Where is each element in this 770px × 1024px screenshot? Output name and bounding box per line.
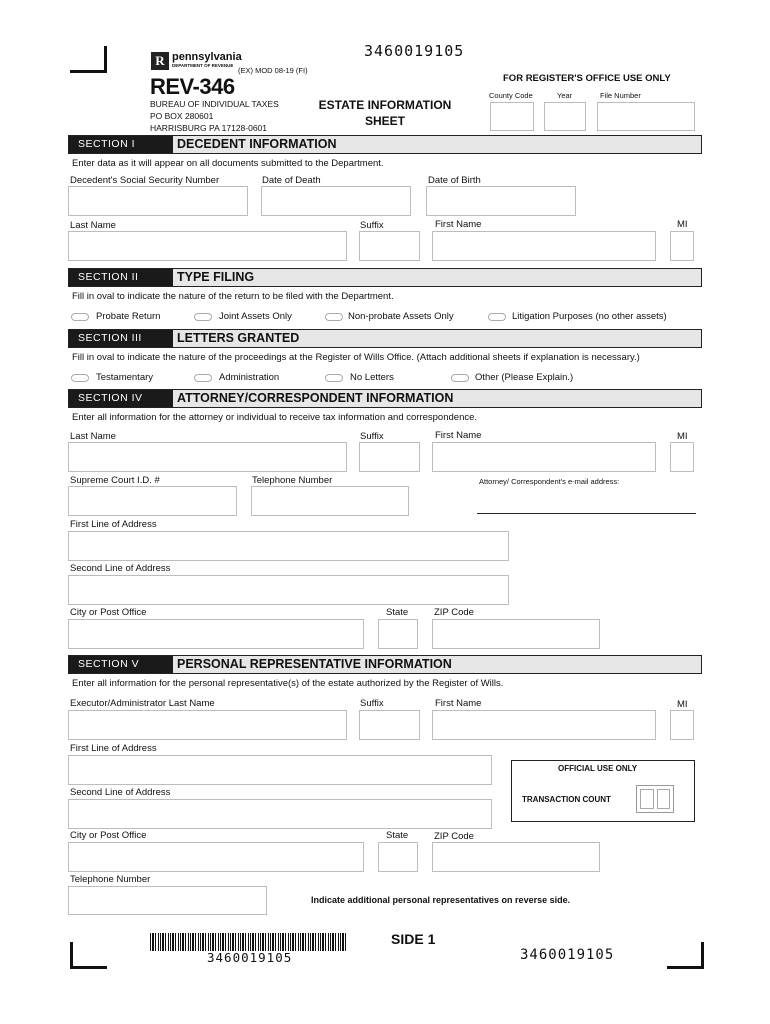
pa-logo: R — [151, 52, 169, 70]
rep-phone-label: Telephone Number — [70, 874, 151, 885]
rep-phone-field[interactable] — [68, 886, 267, 915]
attorney-state-label: State — [386, 607, 409, 618]
attorney-city-field[interactable] — [68, 619, 364, 649]
section-3-header — [68, 329, 702, 348]
attorney-last-label: Last Name — [70, 431, 116, 442]
form-id: REV-346 — [150, 74, 235, 99]
barcode-number: 3460019105 — [207, 950, 293, 965]
attorney-zip-label: ZIP Code — [434, 607, 474, 618]
county-code-field[interactable] — [490, 102, 534, 131]
attorney-first-field[interactable] — [432, 442, 656, 472]
section-2-title: TYPE FILING — [177, 270, 255, 284]
rep-last-field[interactable] — [68, 710, 347, 740]
bureau: BUREAU OF INDIVIDUAL TAXES — [150, 99, 279, 109]
transaction-count-label: TRANSACTION COUNT — [522, 795, 611, 804]
form-code-top: 3460019105 — [364, 42, 465, 60]
attorney-addr1-label: First Line of Address — [70, 519, 157, 530]
rep-zip-field[interactable] — [432, 842, 600, 872]
attorney-phone-label: Telephone Number — [252, 475, 333, 486]
attorney-suffix-field[interactable] — [359, 442, 420, 472]
rep-state-field[interactable] — [378, 842, 418, 872]
section-3-instruction: Fill in oval to indicate the nature of the proceedings at the Register of Wills Office. (Attach additional sheets if explanation is necessary.) — [72, 352, 640, 363]
section-2-number: SECTION II — [69, 269, 173, 286]
joint-assets-oval[interactable] — [194, 313, 212, 321]
attorney-email-line[interactable] — [477, 513, 696, 514]
attorney-addr1-field[interactable] — [68, 531, 509, 561]
form-title-1: ESTATE INFORMATION — [318, 98, 452, 112]
section-5-instruction: Enter all information for the personal representative(s) of the estate authorized by the Register of Wills. — [72, 678, 504, 689]
county-code-label: County Code — [489, 91, 533, 100]
section-1-header — [68, 135, 702, 154]
section-2-instruction: Fill in oval to indicate the nature of the return to be filed with the Department. — [72, 291, 394, 302]
registers-use-label: FOR REGISTER'S OFFICE USE ONLY — [503, 73, 671, 84]
rep-addr1-field[interactable] — [68, 755, 492, 785]
pa-dept: DEPARTMENT OF REVENUE — [172, 63, 234, 68]
probate-return-oval[interactable] — [71, 313, 89, 321]
form-mod: (EX) MOD 08-19 (FI) — [238, 66, 308, 75]
administration-oval[interactable] — [194, 374, 212, 382]
decedent-mi-label: MI — [677, 219, 688, 230]
death-label: Date of Death — [262, 175, 321, 186]
rep-first-field[interactable] — [432, 710, 656, 740]
non-probate-oval[interactable] — [325, 313, 343, 321]
city-address: HARRISBURG PA 17128-0601 — [150, 123, 268, 133]
section-3-number: SECTION III — [69, 330, 173, 347]
attorney-zip-field[interactable] — [432, 619, 600, 649]
attorney-addr2-field[interactable] — [68, 575, 509, 605]
section-4-header — [68, 389, 702, 408]
section-5-number: SECTION V — [69, 656, 173, 673]
pa-name: pennsylvania — [172, 51, 242, 63]
year-label: Year — [557, 91, 573, 100]
rep-first-label: First Name — [435, 698, 482, 709]
decedent-first-label: First Name — [435, 219, 482, 230]
attorney-first-label: First Name — [435, 430, 482, 441]
decedent-mi-field[interactable] — [670, 231, 694, 261]
section-4-title: ATTORNEY/CORRESPONDENT INFORMATION — [177, 391, 454, 405]
rep-state-label: State — [386, 830, 409, 841]
decedent-suffix-label: Suffix — [360, 220, 384, 231]
corner-mark-top-left — [70, 46, 107, 73]
corner-mark-bottom-right — [667, 942, 704, 969]
ssn-field[interactable] — [68, 186, 248, 216]
rep-last-label: Executor/Administrator Last Name — [70, 698, 215, 709]
rep-suffix-label: Suffix — [360, 698, 384, 709]
no-letters-label: No Letters — [350, 372, 394, 383]
decedent-suffix-field[interactable] — [359, 231, 420, 261]
court-id-label: Supreme Court I.D. # — [70, 475, 160, 486]
testamentary-oval[interactable] — [71, 374, 89, 382]
rep-addr2-field[interactable] — [68, 799, 492, 829]
rep-city-label: City or Post Office — [70, 830, 147, 841]
probate-return-label: Probate Return — [96, 311, 161, 322]
non-probate-label: Non-probate Assets Only — [348, 311, 454, 322]
official-use-label: OFFICIAL USE ONLY — [558, 764, 638, 773]
other-label: Other (Please Explain.) — [475, 372, 574, 383]
section-4-number: SECTION IV — [69, 390, 173, 407]
year-field[interactable] — [544, 102, 586, 131]
attorney-state-field[interactable] — [378, 619, 418, 649]
attorney-suffix-label: Suffix — [360, 431, 384, 442]
attorney-mi-label: MI — [677, 431, 688, 442]
corner-mark-bottom-left — [70, 942, 107, 969]
testamentary-label: Testamentary — [96, 372, 154, 383]
additional-reps-note: Indicate additional personal representatives on reverse side. — [311, 895, 571, 905]
birth-label: Date of Birth — [428, 175, 481, 186]
administration-label: Administration — [219, 372, 280, 383]
po-box: PO BOX 280601 — [150, 111, 214, 121]
court-id-field[interactable] — [68, 486, 237, 516]
rep-addr1-label: First Line of Address — [70, 743, 157, 754]
attorney-last-field[interactable] — [68, 442, 347, 472]
attorney-addr2-label: Second Line of Address — [70, 563, 171, 574]
rep-mi-field[interactable] — [670, 710, 694, 740]
form-code-bottom: 3460019105 — [520, 947, 615, 963]
transaction-digit-1[interactable] — [640, 789, 654, 809]
decedent-first-field[interactable] — [432, 231, 656, 261]
litigation-oval[interactable] — [488, 313, 506, 321]
birth-date-field[interactable] — [426, 186, 576, 216]
rep-city-field[interactable] — [68, 842, 364, 872]
form-title-2: SHEET — [364, 114, 405, 128]
litigation-label: Litigation Purposes (no other assets) — [512, 311, 667, 322]
transaction-digit-2[interactable] — [657, 789, 671, 809]
official-use-box — [511, 760, 695, 822]
decedent-last-field[interactable] — [68, 231, 347, 261]
rep-suffix-field[interactable] — [359, 710, 420, 740]
section-1-instruction: Enter data as it will appear on all documents submitted to the Department. — [72, 158, 384, 169]
rep-mi-label: MI — [677, 699, 688, 710]
joint-assets-label: Joint Assets Only — [219, 311, 292, 322]
section-1-number: SECTION I — [69, 136, 173, 153]
rep-zip-label: ZIP Code — [434, 831, 474, 842]
section-1-title: DECEDENT INFORMATION — [177, 137, 337, 151]
side-label: SIDE 1 — [391, 931, 436, 947]
rep-addr2-label: Second Line of Address — [70, 787, 171, 798]
ssn-label: Decedent's Social Security Number — [70, 175, 220, 186]
section-4-instruction: Enter all information for the attorney or individual to receive tax information and correspondence. — [72, 412, 478, 423]
section-5-header — [68, 655, 702, 674]
other-oval[interactable] — [451, 374, 469, 382]
file-number-field[interactable] — [597, 102, 695, 131]
transaction-count-field[interactable] — [636, 785, 674, 813]
no-letters-oval[interactable] — [325, 374, 343, 382]
barcode — [150, 933, 348, 951]
attorney-city-label: City or Post Office — [70, 607, 147, 618]
section-3-title: LETTERS GRANTED — [177, 331, 300, 345]
attorney-phone-field[interactable] — [251, 486, 409, 516]
decedent-last-label: Last Name — [70, 220, 116, 231]
attorney-mi-field[interactable] — [670, 442, 694, 472]
section-5-title: PERSONAL REPRESENTATIVE INFORMATION — [177, 657, 452, 671]
section-2-header — [68, 268, 702, 287]
attorney-email-label: Attorney/ Correspondent's e-mail address: — [479, 477, 620, 486]
death-date-field[interactable] — [261, 186, 411, 216]
file-number-label: File Number — [600, 91, 641, 100]
